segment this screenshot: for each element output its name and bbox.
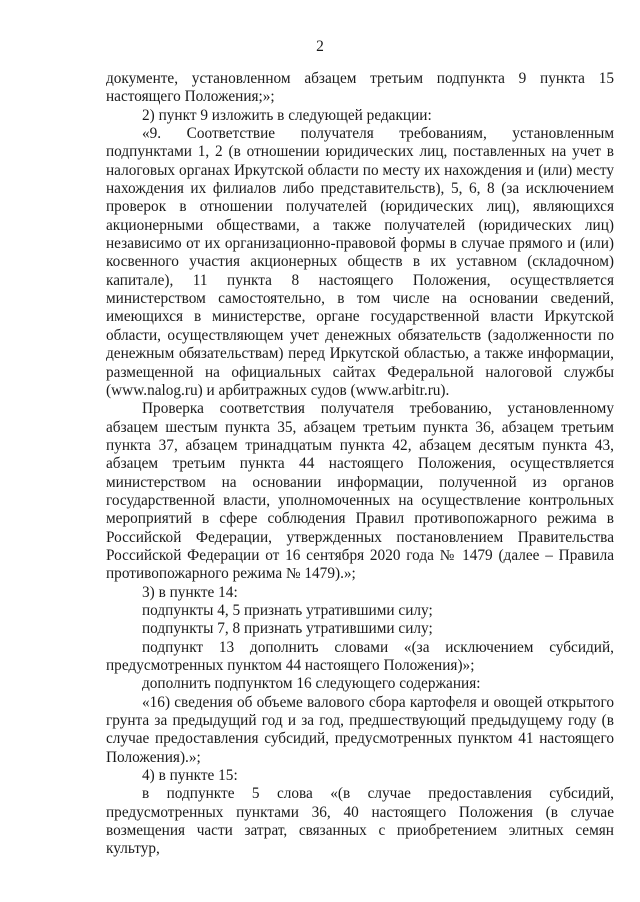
- page-number: 2: [316, 38, 324, 55]
- paragraph-subitems-4-5: подпункты 4, 5 признать утратившими силу;: [142, 601, 433, 619]
- paragraph-subitems-7-8: подпункты 7, 8 признать утратившими силу;: [142, 620, 433, 638]
- document-body: [106, 70, 614, 859]
- paragraph-subitem-16-text: «16) сведения об объеме валового сбора картофеля и овощей открытого грунта за предыдущий год и за год, предшествующий предыдущему году (в случае предоставления субсидий, предусмотренных пунктом 41 настоящего Положения).»;: [106, 693, 614, 766]
- paragraph-point-9: «9. Соответствие получателя требованиям, установленным подпунктами 1, 2 (в отношении юридических лиц, поставленных на учет в налоговых органах Иркутской области по месту их нахождения и (или) месту нахождения их филиалов либо представительств), 5, 6, 8 (за исключением проверок в отношении получателей (юридических лиц), являющихся акционерными обществами, а также получателей (юридических лиц) независимо от их организационно-правовой формы в случае прямого и (или) косвенного участия акционерных обществ в их уставном (складочном) капитале), 11 пункта 8 настоящего Положения, осуществляется министерством самостоятельно, в том числе на основании сведений, имеющихся в министерстве, органе государственной власти Иркутской области, осуществляющем учет денежных обязательств (задолженности по денежным обязательствам) перед Иркутской областью, а также информации, размещенной на официальных сайтах Федеральной налоговой службы (www.nalog.ru) и арбитражных судов (www.arbitr.ru).: [106, 125, 614, 399]
- paragraph-continuation: документе, установленном абзацем третьим подпункта 9 пункта 15 настоящего Положения;»;: [106, 70, 614, 106]
- paragraph-item-3: 3) в пункте 14:: [142, 583, 238, 601]
- paragraph-add-subitem-16: дополнить подпунктом 16 следующего содержания:: [142, 675, 481, 693]
- paragraph-item-2: 2) пункт 9 изложить в следующей редакции:: [142, 106, 432, 124]
- paragraph-verification: Проверка соответствия получателя требованию, установленному абзацем шестым пункта 35, абзацем третьим пункта 36, абзацем третьим пункта 37, абзацем тринадцатым пункта 42, абзацем десятым пункта 43, абзацем третьим пункта 44 настоящего Положения, осуществляется министерством на основании информации, полученной из органов государственной власти, уполномоченных на осуществление контрольных мероприятий в сфере соблюдения Правил противопожарного режима в Российской Федерации, утвержденных постановлением Правительства Российской Федерации от 16 сентября 2020 года № 1479 (далее – Правила противопожарного режима № 1479).»;: [106, 400, 614, 583]
- paragraph-subitem-5: в подпункте 5 слова «(в случае предоставления субсидий, предусмотренных пунктами 36, 40 настоящего Положения (в случае возмещения части затрат, связанных с приобретением элитных семян культур,: [106, 785, 614, 858]
- paragraph-item-4: 4) в пункте 15:: [142, 767, 238, 785]
- paragraph-subitem-13: подпункт 13 дополнить словами «(за исключением субсидий, предусмотренных пунктом 44 настоящего Положения)»;: [106, 638, 614, 674]
